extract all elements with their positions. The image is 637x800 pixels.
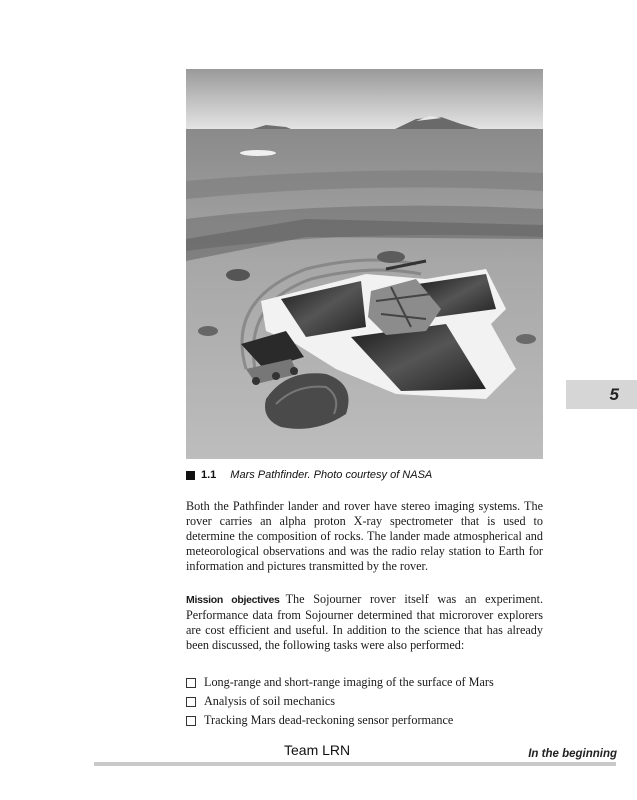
list-item-text: Tracking Mars dead-reckoning sensor performance bbox=[204, 713, 454, 727]
checkbox-bullet-icon bbox=[186, 678, 196, 688]
figure-caption bbox=[186, 469, 546, 481]
footer-rule bbox=[94, 762, 616, 766]
figure-number: 1.1 bbox=[201, 469, 217, 481]
body-paragraph-1: Both the Pathfinder lander and rover have stereo imaging systems. The rover carries an alpha proton X-ray spectrometer that is used to determine the composition of rocks. The lander made atmospherical and meteorological observations and was the radio relay station to Earth for information and pictures transmitted by the rover. bbox=[186, 499, 543, 573]
list-item bbox=[186, 673, 546, 692]
footer-watermark: Team LRN bbox=[284, 742, 351, 758]
list-item-text: Analysis of soil mechanics bbox=[204, 694, 335, 708]
paragraph-2-text: The Sojourner rover itself was an experiment. Performance data from Sojourner determined that microrover explorers are cost efficient and useful. In addition to the science that has already been discussed, the following tasks were also performed: bbox=[186, 592, 544, 652]
checkbox-bullet-icon bbox=[186, 716, 196, 726]
section-heading: Mission objectives bbox=[186, 594, 280, 606]
task-list bbox=[186, 673, 546, 730]
mars-landscape-illustration bbox=[186, 69, 543, 459]
figure-caption-text: Mars Pathfinder. Photo courtesy of NASA bbox=[230, 469, 433, 481]
figure-image-mars-pathfinder bbox=[186, 69, 543, 459]
caption-marker-square bbox=[186, 471, 195, 480]
list-item bbox=[186, 692, 546, 711]
chapter-tab: 5 bbox=[566, 380, 637, 409]
checkbox-bullet-icon bbox=[186, 697, 196, 707]
running-footer: In the beginning bbox=[528, 748, 617, 760]
list-item-text: Long-range and short-range imaging of the surface of Mars bbox=[204, 675, 494, 689]
list-item bbox=[186, 711, 546, 730]
body-paragraph-2 bbox=[186, 592, 543, 653]
